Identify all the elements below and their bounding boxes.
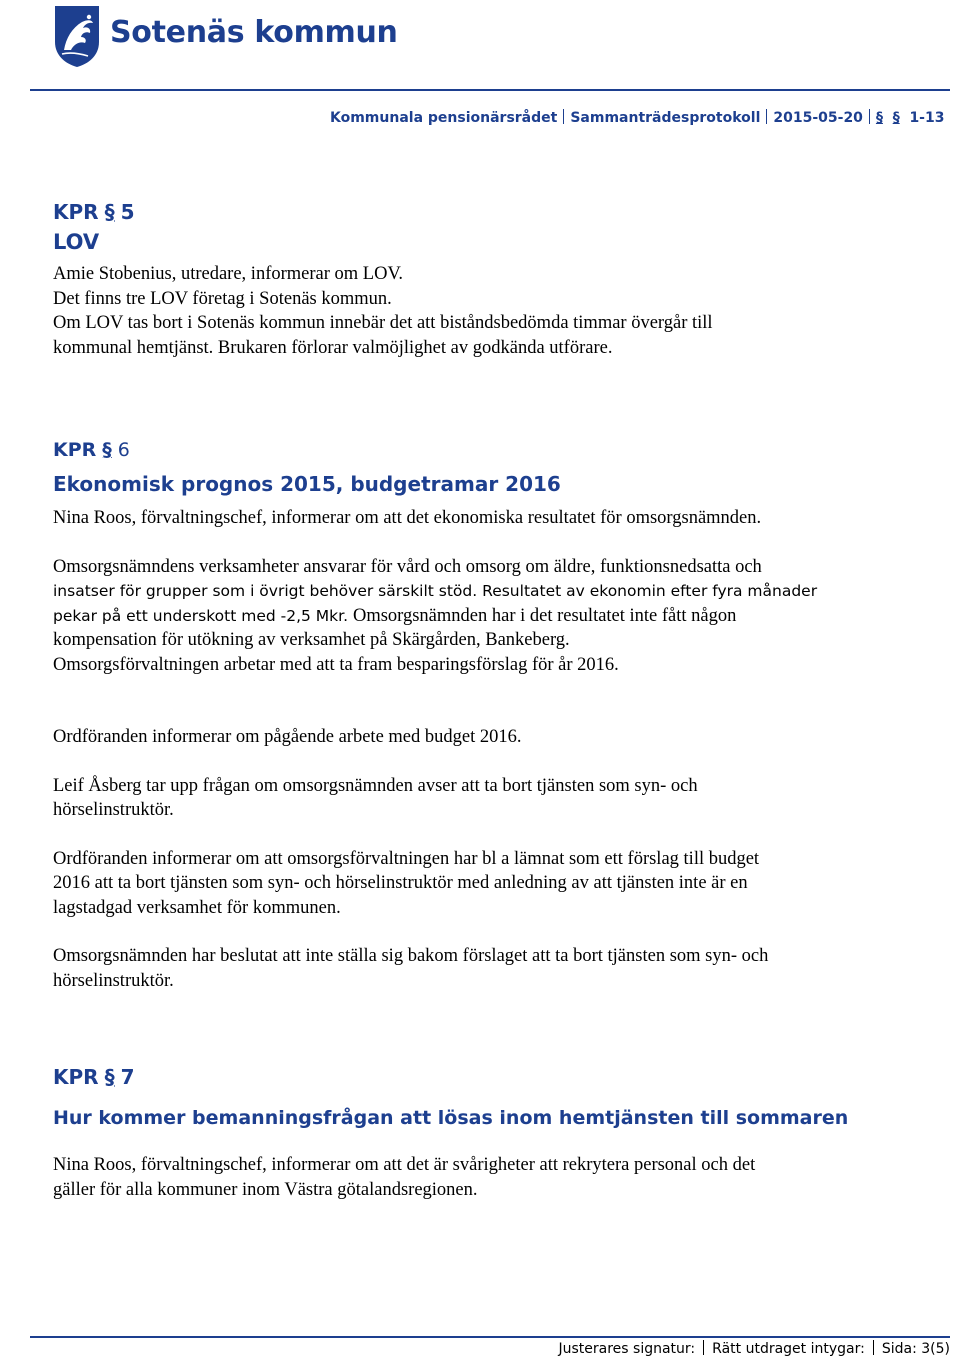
footer-separator <box>703 1340 704 1355</box>
page-footer <box>559 1340 951 1357</box>
header-paragraph-symbol: § <box>875 110 883 126</box>
section-body <box>53 262 933 360</box>
header-committee: Kommunala pensionärsrådet <box>330 110 558 126</box>
body-line: Ordföranden informerar om att omsorgsförvaltningen har bl a lämnat som ett förslag till budget <box>53 848 760 869</box>
paragraph-symbol: § <box>104 1065 115 1089</box>
intro-paragraph: Nina Roos, förvaltningschef, informerar om att det ekonomiska resultatet för omsorgsnämnden. <box>53 508 762 528</box>
finance-paragraph <box>53 555 933 678</box>
section-title: Ekonomisk prognos 2015, budgetramar 2016 <box>53 472 561 496</box>
body-line: Omsorgsnämndens verksamheter ansvarar för vård och omsorg om äldre, funktionsnedsatta och <box>53 556 762 577</box>
header-separator <box>563 109 564 124</box>
body-text: Omsorgsnämnden har i det resultatet inte fått någon <box>352 605 737 626</box>
body-line: hörselinstruktör. <box>53 970 174 991</box>
body-line: lagstadgad verksamhet för kommunen. <box>53 897 341 918</box>
body-text: Resultatet av ekonomin efter fyra månader <box>482 582 818 600</box>
header-paragraph-range: 1-13 <box>909 110 945 126</box>
body-line: Amie Stobenius, utredare, informerar om LOV. <box>53 264 404 284</box>
proposal-paragraph <box>53 847 933 921</box>
footer-rule <box>30 1336 950 1338</box>
kpr-label: KPR <box>53 439 97 461</box>
body-line <box>53 579 933 604</box>
body-line: kommunal hemtjänst. Brukaren förlorar valmöjlighet av godkända utförare. <box>53 337 613 358</box>
body-line: Det finns tre LOV företag i Sotenäs kommun. <box>53 288 392 309</box>
footer-certified: Rätt utdraget intygar: <box>712 1341 865 1357</box>
paragraph-symbol: § <box>104 200 115 224</box>
section-number: 6 <box>117 439 130 461</box>
decision-paragraph <box>53 944 933 993</box>
section-body <box>53 1153 933 1202</box>
body-line: kompensation för utökning av verksamhet på Skärgården, Bankeberg. <box>53 630 570 650</box>
body-line: 2016 att ta bort tjänsten som syn- och hörselinstruktör med anledning av att tjänsten inte är en <box>53 873 748 893</box>
body-line <box>53 604 933 629</box>
logo <box>52 4 398 68</box>
body-line: gäller för alla kommuner inom Västra götalandsregionen. <box>53 1179 478 1200</box>
logo-text: Sotenäs kommun <box>110 14 398 50</box>
footer-signature: Justerares signatur: <box>558 1341 696 1357</box>
section-title: LOV <box>53 230 100 254</box>
document-header <box>330 109 944 126</box>
section-kpr-5 <box>53 200 933 360</box>
section-heading <box>53 1065 933 1089</box>
section-number: 7 <box>120 1065 135 1089</box>
section-heading <box>53 200 933 224</box>
body-text: insatser för grupper som i övrigt behöver särskilt stöd. <box>53 582 478 600</box>
shield-bird-icon <box>52 4 102 68</box>
header-separator <box>869 109 870 124</box>
header-separator <box>766 109 767 124</box>
section-kpr-6 <box>53 439 933 993</box>
section-title: Hur kommer bemanningsfrågan att lösas inom hemtjänsten till sommaren <box>53 1107 849 1129</box>
body-line: Omsorgsnämnden har beslutat att inte ställa sig bakom förslaget att ta bort tjänsten som syn- och <box>53 946 769 966</box>
question-paragraph <box>53 774 933 823</box>
body-line: Nina Roos, förvaltningschef, informerar om att det är svårigheter att rekrytera personal och det <box>53 1155 756 1175</box>
header-date: 2015-05-20 <box>773 110 863 126</box>
header-paragraph-symbol: § <box>892 110 900 126</box>
footer-separator <box>873 1340 874 1355</box>
kpr-label: KPR <box>53 200 99 224</box>
body-line: Leif Åsberg tar upp frågan om omsorgsnämnden avser att ta bort tjänsten som syn- och <box>53 775 698 796</box>
body-text: pekar på ett underskott med -2,5 Mkr. <box>53 606 349 625</box>
chair-budget-paragraph: Ordföranden informerar om pågående arbete med budget 2016. <box>53 727 522 747</box>
paragraph-symbol: § <box>102 439 112 461</box>
footer-page-number: Sida: 3(5) <box>881 1341 950 1357</box>
section-kpr-7 <box>53 1065 933 1202</box>
section-heading <box>53 439 933 461</box>
kpr-label: KPR <box>53 1065 99 1089</box>
body-line: Omsorgsförvaltningen arbetar med att ta fram besparingsförslag för år 2016. <box>53 654 619 675</box>
section-number: 5 <box>120 200 135 224</box>
body-line: hörselinstruktör. <box>53 800 174 820</box>
header-rule <box>30 89 950 91</box>
body-line: Om LOV tas bort i Sotenäs kommun innebär det att biståndsbedömda timmar övergår till <box>53 313 713 333</box>
header-protocol: Sammanträdesprotokoll <box>570 110 761 126</box>
